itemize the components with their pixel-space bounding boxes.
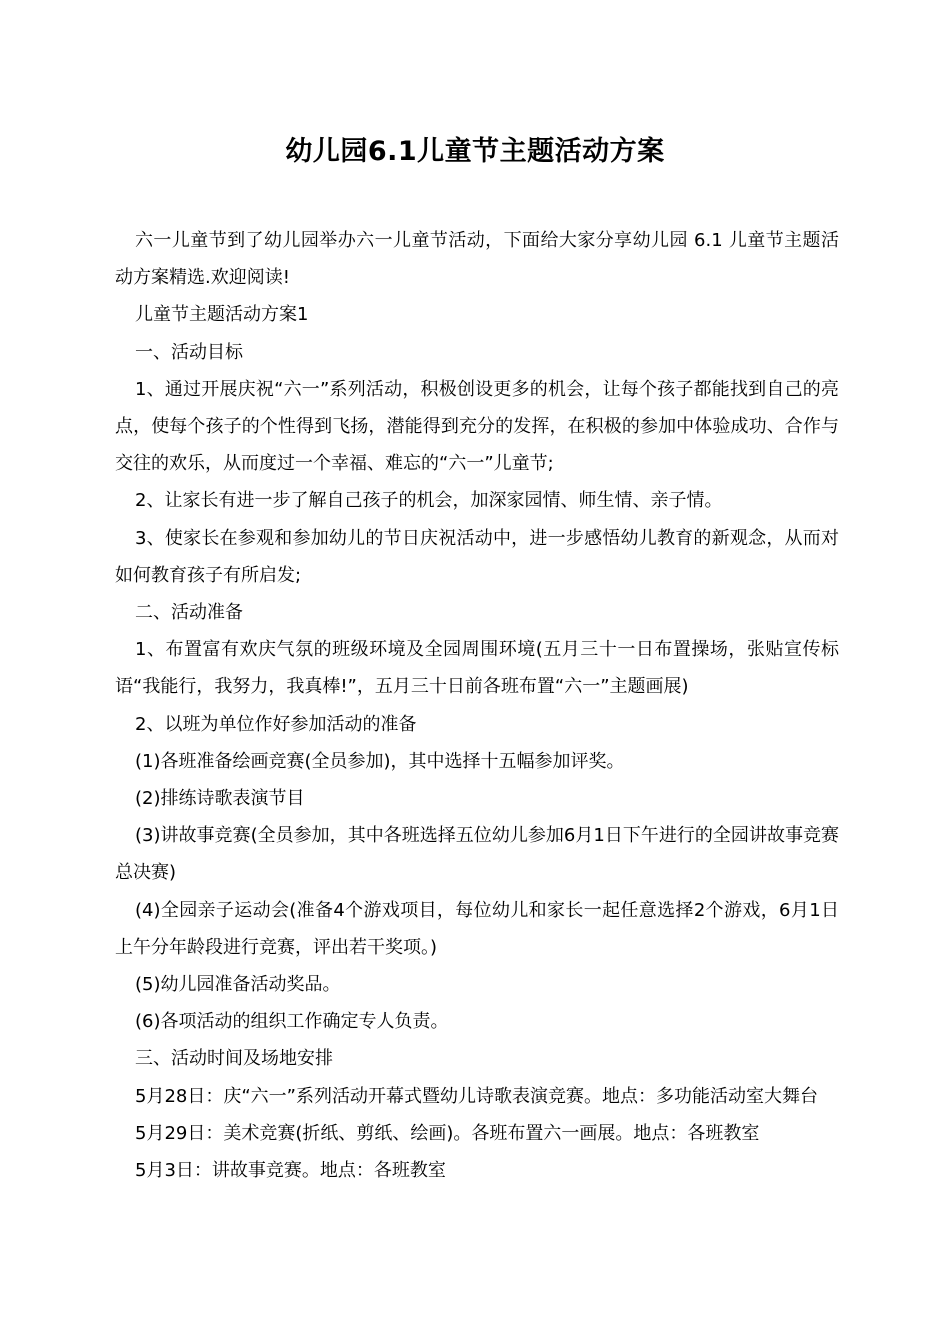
goal-item-1: 1、通过开展庆祝“六一”系列活动，积极创设更多的机会，让每个孩子都能找到自己的亮点，使每个孩子的个性得到飞扬，潜能得到充分的发挥，在积极的参加中体验成功、合作与交往的欢乐，从而度过一个幸福、难忘的“六一”儿童节; xyxy=(115,378,839,475)
preparation-item-1: 1、布置富有欢庆气氛的班级环境及全园周围环境(五月三十一日布置操场，张贴宣传标语“我能行，我努力，我真棒!”，五月三十日前各班布置“六一”主题画展) xyxy=(115,639,839,698)
preparation-subitem-4: (4)全园亲子运动会(准备4个游戏项目，每位幼儿和家长一起任意选择2个游戏，6月1日上午分年龄段进行竞赛，评出若干奖项。) xyxy=(115,899,839,958)
schedule-item-1: 5月28日：庆“六一”系列活动开幕式暨幼儿诗歌表演竞赛。地点：多功能活动室大舞台 xyxy=(135,1085,819,1107)
preparation-item-2: 2、以班为单位作好参加活动的准备 xyxy=(135,713,417,735)
preparation-subitem-6: (6)各项活动的组织工作确定专人负责。 xyxy=(135,1011,449,1033)
schedule-item-2: 5月29日：美术竞赛(折纸、剪纸、绘画)。各班布置六一画展。地点：各班教室 xyxy=(135,1122,760,1144)
section-heading-preparation: 二、活动准备 xyxy=(135,602,243,624)
document-body xyxy=(115,222,839,1189)
goal-item-2: 2、让家长有进一步了解自己孩子的机会，加深家园情、师生情、亲子情。 xyxy=(135,490,723,512)
schedule-item-3: 5月3日：讲故事竞赛。地点：各班教室 xyxy=(135,1160,446,1182)
preparation-subitem-2: (2)排练诗歌表演节目 xyxy=(135,788,305,810)
intro-paragraph: 六一儿童节到了幼儿园举办六一儿童节活动，下面给大家分享幼儿园 6.1 儿童节主题活动方案精选.欢迎阅读! xyxy=(115,230,839,289)
goal-item-3: 3、使家长在参观和参加幼儿的节日庆祝活动中，进一步感悟幼儿教育的新观念，从而对如何教育孩子有所启发; xyxy=(115,527,839,586)
section-heading-schedule: 三、活动时间及场地安排 xyxy=(135,1048,333,1070)
preparation-subitem-3: (3)讲故事竞赛(全员参加，其中各班选择五位幼儿参加6月1日下午进行的全园讲故事竞赛总决赛) xyxy=(115,825,839,884)
preparation-subitem-5: (5)幼儿园准备活动奖品。 xyxy=(135,974,341,996)
preparation-subitem-1: (1)各班准备绘画竞赛(全员参加)，其中选择十五幅参加评奖。 xyxy=(135,750,625,772)
document-title: 幼儿园6.1儿童节主题活动方案 xyxy=(285,136,665,167)
section-heading-goals: 一、活动目标 xyxy=(135,341,243,363)
plan-heading: 儿童节主题活动方案1 xyxy=(135,304,309,326)
